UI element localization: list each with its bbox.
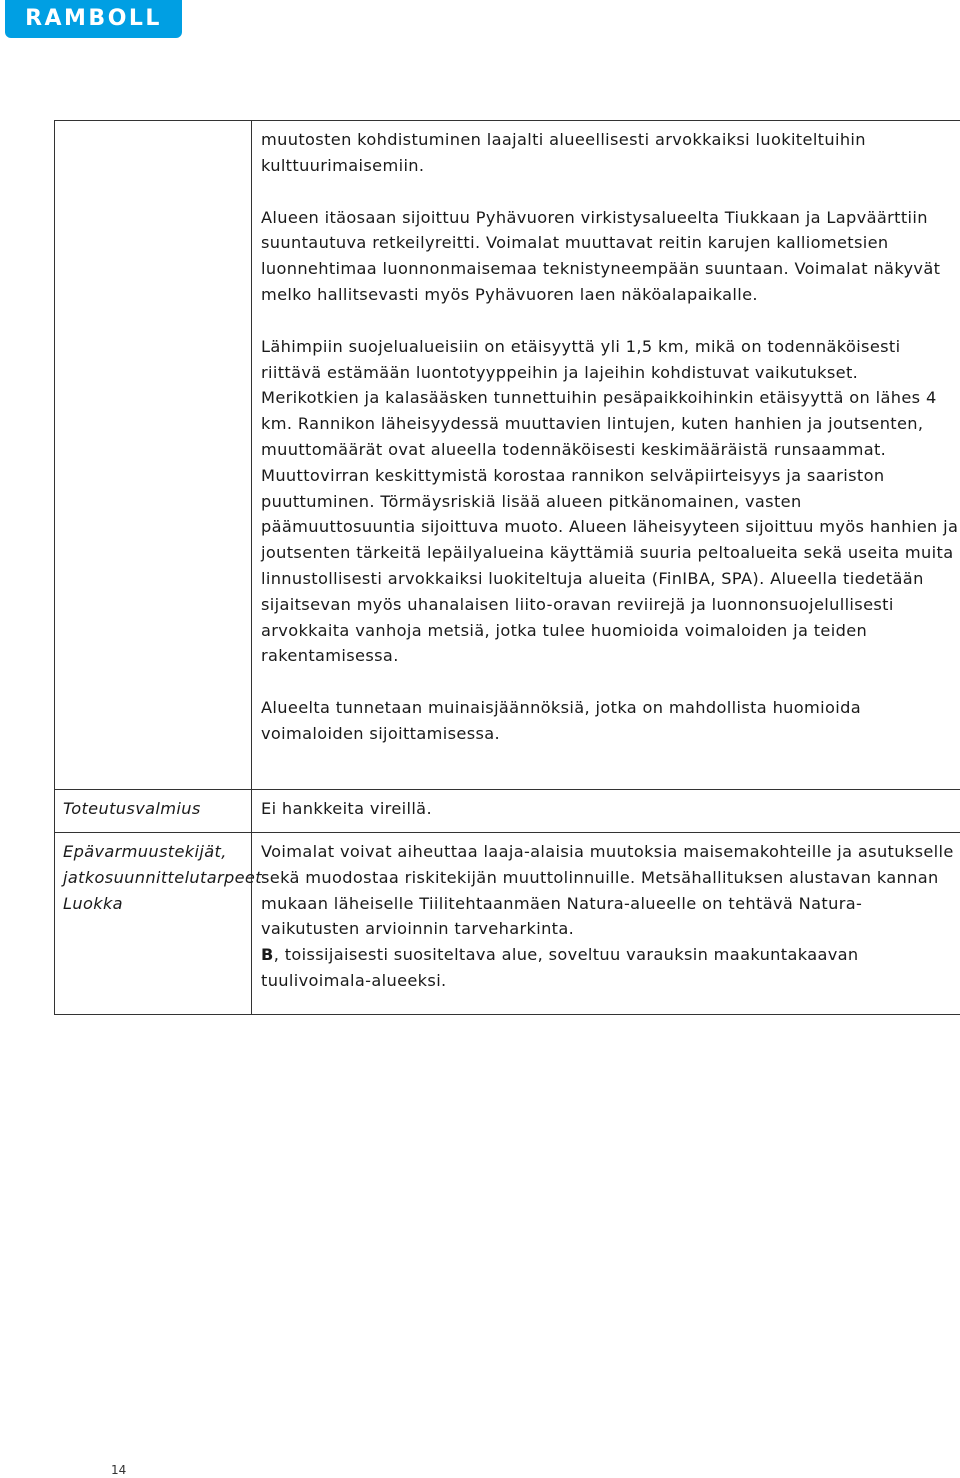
paragraph-hiking-route: Alueen itäosaan sijoittuu Pyhävuoren virkistysalueelta Tiukkaan ja Lapväärttiin suuntautuva retkeilyreitti. Voimalat muuttavat reitin karujen kalliometsien luonnehtimaa luonnonmaisemaa teknistyneempään suuntaan. Voimalat näkyvät melko hallitsevasti myös Pyhävuoren laen näköalapaikalle. bbox=[261, 207, 941, 304]
table-row-impacts bbox=[55, 121, 960, 790]
logo-text: RAMBOLL bbox=[25, 6, 162, 31]
paragraph-landscape-continued: muutosten kohdistuminen laajalti alueellisesti arvokkaiksi luokiteltuihin kulttuurimaisemiin. bbox=[261, 130, 866, 175]
row3-label-cell bbox=[55, 833, 262, 1015]
label-epavarmuustekijat: Epävarmuustekijät, jatkosuunnittelutarpeet bbox=[63, 842, 262, 887]
text-luokka bbox=[261, 942, 960, 994]
ramboll-logo bbox=[5, 0, 182, 38]
label-luokka: Luokka bbox=[63, 894, 123, 913]
row2-content-cell bbox=[252, 790, 960, 833]
page-number: 14 bbox=[111, 1463, 127, 1477]
paragraph-antiquities: Alueelta tunnetaan muinaisjäännöksiä, jotka on mahdollista huomioida voimaloiden sijoittamisessa. bbox=[261, 698, 862, 743]
row3-content-cell bbox=[252, 833, 960, 1015]
assessment-table bbox=[54, 120, 960, 1015]
class-value: B bbox=[261, 945, 274, 965]
row2-label-cell bbox=[55, 790, 252, 833]
class-description: , toissijaisesti suositeltava alue, soveltuu varauksin maakuntakaavan tuulivoimala-alueeksi. bbox=[261, 945, 859, 990]
label-toteutusvalmius: Toteutusvalmius bbox=[63, 799, 201, 818]
table-row-uncertainties bbox=[55, 833, 960, 1015]
table-row-implementation bbox=[55, 790, 960, 833]
text-toteutusvalmius: Ei hankkeita vireillä. bbox=[261, 799, 432, 818]
text-epavarmuustekijat: Voimalat voivat aiheuttaa laaja-alaisia muutoksia maisemakohteille ja asutukselle sekä muodostaa riskitekijän muuttolinnuille. Metsähallituksen alustavan kannan mukaan läheiselle Tiilitehtaanmäen Natura-alueelle on tehtävä Natura-vaikutusten arvioinnin tarveharkinta. bbox=[261, 842, 954, 939]
paragraph-nature-birds: Lähimpiin suojelualueisiin on etäisyyttä yli 1,5 km, mikä on todennäköisesti riittävä estämään luontotyyppeihin ja lajeihin kohdistuvat vaikutukset. Merikotkien ja kalasääsken tunnettuihin pesäpaikkoihinkin etäisyyttä on lähes 4 km. Rannikon läheisyydessä muuttavien lintujen, kuten hanhien ja joutsenten, muuttomäärät ovat alueella todennäköisesti keskimääräistä runsaammat. Muuttovirran keskittymistä korostaa rannikon selväpiirteisyys ja saariston puuttuminen. Törmäysriskiä lisää alueen pitkänomainen, vasten päämuuttosuuntia sijoittuva muoto. Alueen läheisyyteen sijoittuu myös hanhien ja joutsenten tärkeitä lepäilyalueina käyttämiä suuria peltoalueita sekä useita muita linnustollisesti arvokkaiksi luokiteltuja alueita (FinIBA, SPA). Alueella tiedetään sijaitsevan myös uhanalaisen liito-oravan reviirejä ja luonnonsuojelullisesti arvokkaita vanhoja metsiä, jotka tulee huomioida voimaloiden ja teiden rakentamisessa. bbox=[261, 336, 959, 666]
row1-label-cell bbox=[55, 121, 252, 790]
row1-content-cell bbox=[252, 121, 960, 790]
